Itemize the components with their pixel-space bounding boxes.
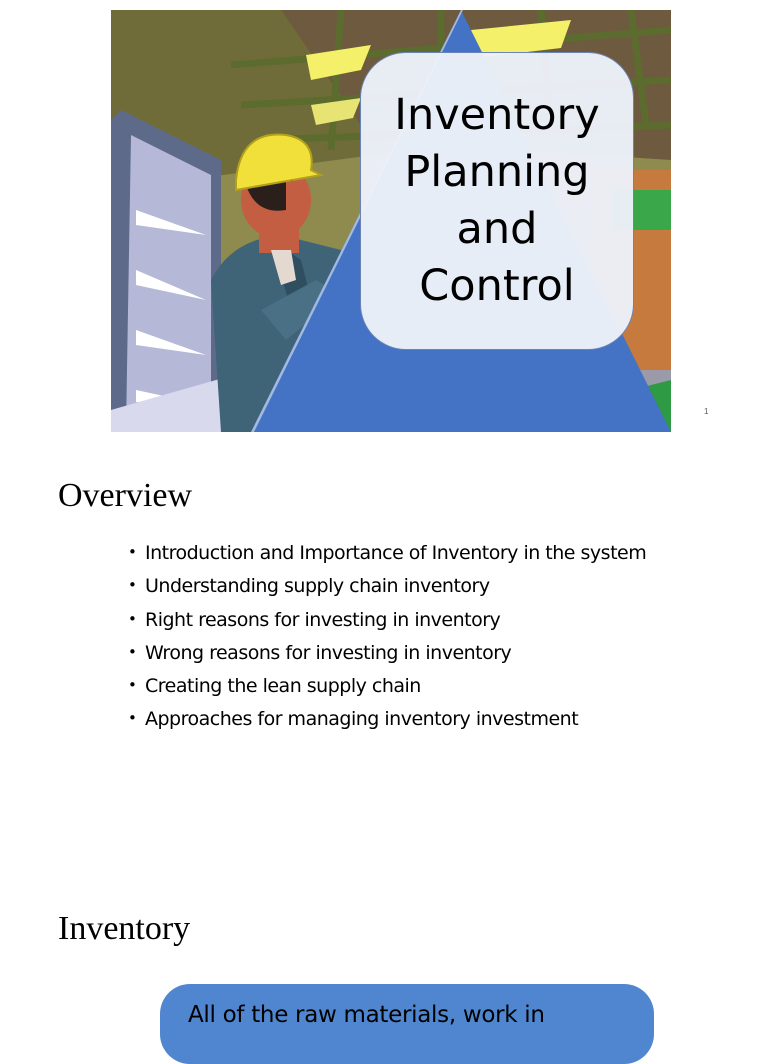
- bullet-icon: •: [128, 709, 137, 728]
- bullet-icon: •: [128, 543, 137, 561]
- overview-bullet-list: [128, 536, 646, 736]
- title-box: [360, 52, 634, 350]
- definition-text: All of the raw materials, work in: [188, 1002, 545, 1028]
- bullet-icon: •: [128, 676, 137, 695]
- bullet-item: • Wrong reasons for investing in inventory: [128, 636, 646, 669]
- definition-box: [160, 984, 654, 1064]
- overview-heading: Overview: [58, 477, 193, 514]
- inventory-heading: Inventory: [58, 910, 191, 947]
- bullet-icon: •: [128, 576, 137, 595]
- title-slide: [111, 10, 671, 432]
- slide-title: Inventory Planning and Control: [394, 90, 600, 311]
- bullet-item: • Right reasons for investing in inventory: [128, 603, 646, 636]
- bullet-item: • Introduction and Importance of Inventory in the system: [128, 536, 646, 569]
- bullet-item: • Creating the lean supply chain: [128, 669, 646, 702]
- bullet-item: • Approaches for managing inventory investment: [128, 702, 646, 735]
- bullet-icon: •: [128, 609, 137, 628]
- bullet-item: • Understanding supply chain inventory: [128, 569, 646, 602]
- slide-number: 1: [704, 407, 709, 416]
- bullet-icon: •: [128, 642, 137, 661]
